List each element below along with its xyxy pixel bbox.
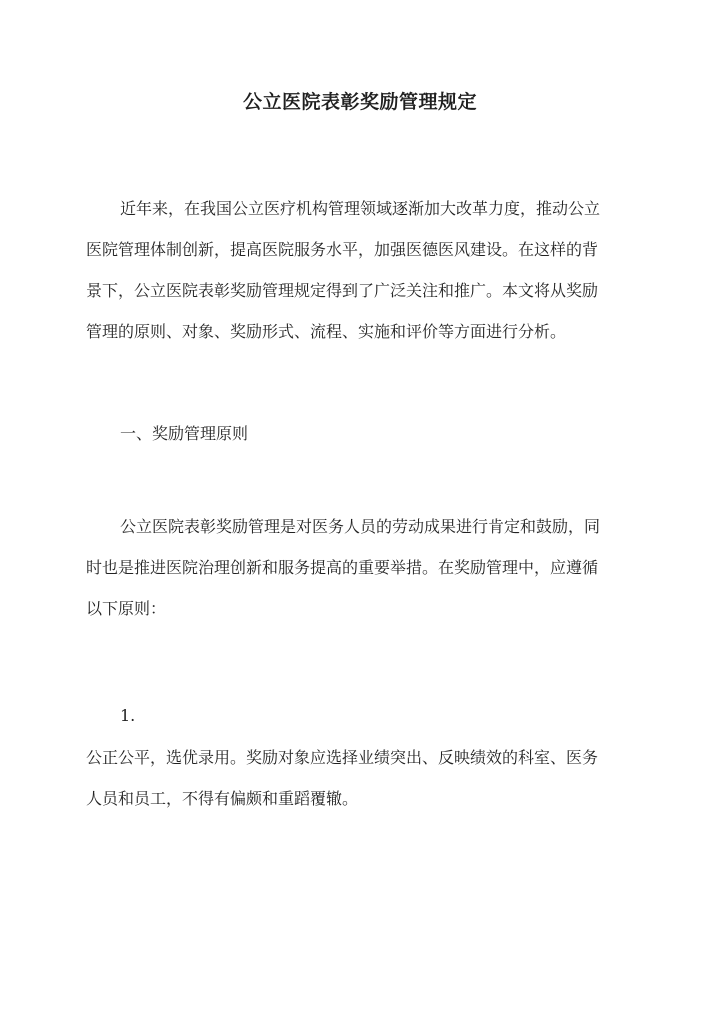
principle-paragraph	[86, 506, 634, 629]
section-heading	[86, 413, 634, 454]
intro-paragraph	[86, 188, 634, 352]
section-heading-text: 一、奖励管理原则	[120, 424, 249, 443]
paragraph-line: 医院管理体制创新，提高医院服务水平，加强医德医风建设。在这样的背	[86, 240, 599, 259]
paragraph-line: 管理的原则、对象、奖励形式、流程、实施和评价等方面进行分析。	[86, 322, 567, 341]
paragraph-line: 以下原则：	[86, 599, 167, 618]
list-item-number	[86, 695, 634, 736]
paragraph-line: 时也是推进医院治理创新和服务提高的重要举措。在奖励管理中，应遵循	[86, 558, 599, 577]
paragraph-line: 景下，公立医院表彰奖励管理规定得到了广泛关注和推广。本文将从奖励	[86, 281, 599, 300]
list-item-paragraph	[86, 737, 634, 819]
list-number: 1.	[120, 706, 136, 725]
paragraph-line: 近年来，在我国公立医疗机构管理领域逐渐加大改革力度，推动公立	[120, 199, 601, 218]
paragraph-line: 公立医院表彰奖励管理是对医务人员的劳动成果进行肯定和鼓励，同	[120, 517, 601, 536]
paragraph-line: 人员和员工，不得有偏颇和重蹈覆辙。	[86, 789, 359, 808]
document-title: 公立医院表彰奖励管理规定	[242, 91, 477, 113]
paragraph-line: 公正公平，选优录用。奖励对象应选择业绩突出、反映绩效的科室、医务	[86, 748, 599, 767]
